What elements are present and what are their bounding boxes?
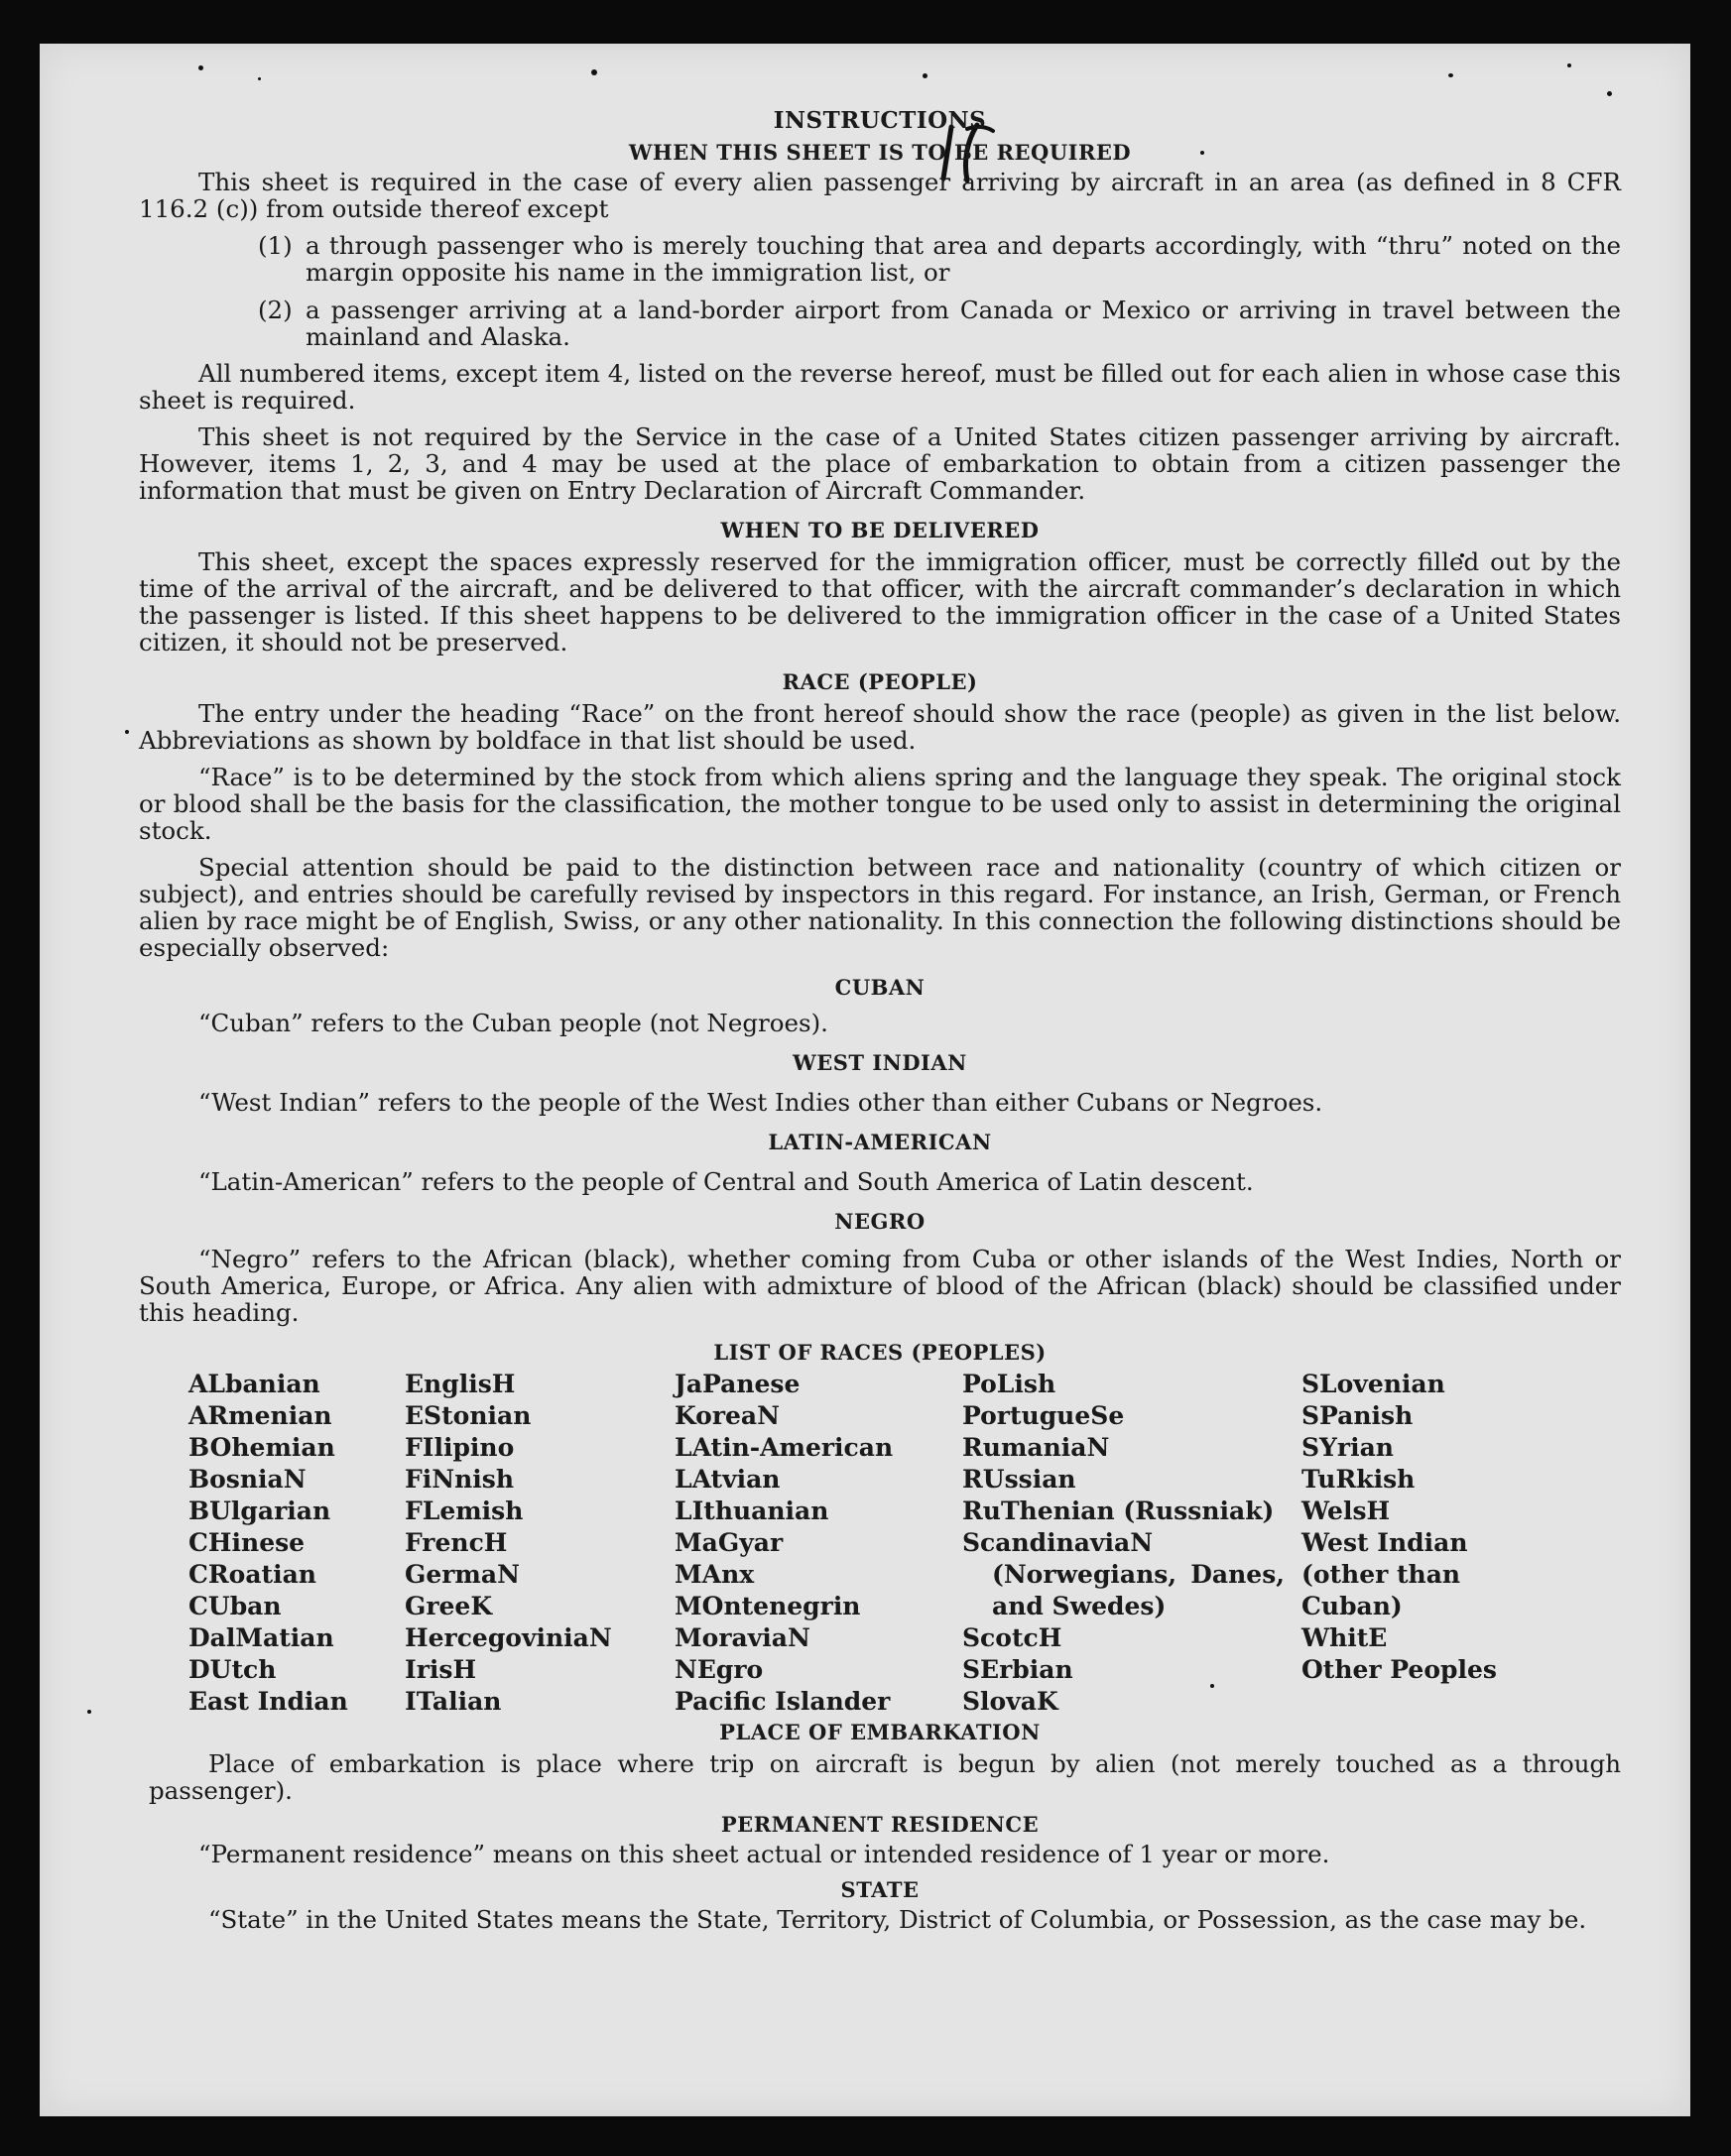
race-entry: FrencH (405, 1528, 508, 1557)
race-entry: East Indian (188, 1687, 348, 1716)
heading-state: STATE (840, 1877, 920, 1902)
exception-number: (1) (258, 231, 293, 260)
race-entry: MAnx (675, 1560, 755, 1589)
race-entry: DUtch (188, 1655, 277, 1684)
negro-text: “Negro” refers to the African (black), whether coming from Cuba or other islands of the West Indies, North or South America, Europe, or Africa. Any alien with admixture of blood of the African (black) should be classified under this heading. (139, 1245, 1621, 1327)
races-column-1 (188, 1369, 407, 1718)
race-entry: NEgro (675, 1655, 764, 1684)
race-entry: LIthuanian (675, 1497, 829, 1525)
race-entry: Other Peoples (1301, 1655, 1497, 1684)
race-entry: LAtvian (675, 1465, 781, 1494)
race-entry: ScandinaviaN (Norwegians, Danes, and Swedes) (962, 1528, 1285, 1620)
exception-text: a passenger arriving at a land-border airport from Canada or Mexico or arriving in travel between the mainland and Alaska. (306, 296, 1621, 351)
race-entry: FIlipino (405, 1433, 515, 1462)
race-entry: SErbian (962, 1655, 1073, 1684)
races-column-2 (405, 1369, 643, 1718)
state-text: “State” in the United States means the State, Territory, District of Columbia, or Possession, as the case may be. (208, 1905, 1587, 1934)
race-entry: WhitE (1301, 1623, 1388, 1652)
embarkation-text: Place of embarkation is place where trip on aircraft is begun by alien (not merely touched as a through passenger). (149, 1749, 1621, 1805)
race-entry: Pacific Islander (675, 1687, 891, 1716)
race-entry: RuThenian (Russniak) (962, 1497, 1275, 1525)
delivered-paragraph: This sheet, except the spaces expressly reserved for the immigration officer, must be correctly filled out by the time of the arrival of the aircraft, and be delivered to that officer, with the aircraft commander’s declaration in which the passenger is listed. If this sheet happens to be delivered to the immigration officer in the case of a United States citizen, it should not be preserved. (139, 547, 1621, 657)
race-entry: BUlgarian (188, 1497, 331, 1525)
latin-american-text: “Latin-American” refers to the people of Central and South America of Latin descent. (198, 1167, 1254, 1196)
required-paragraph-2: All numbered items, except item 4, listed on the reverse hereof, must be filled out for each alien in whose case this sheet is required. (139, 359, 1621, 415)
race-entry: RumaniaN (962, 1433, 1110, 1462)
race-entry: TuRkish (1301, 1465, 1416, 1494)
required-paragraph-1: This sheet is required in the case of every alien passenger arriving by aircraft in an area (as defined in 8 CFR 116.2 (c)) from outside thereof except (139, 168, 1621, 223)
west-indian-text: “West Indian” refers to the people of the West Indies other than either Cubans or Negroes. (198, 1088, 1323, 1117)
races-column-5 (1301, 1369, 1559, 1686)
race-entry: DalMatian (188, 1623, 334, 1652)
exception-item-1 (258, 232, 1621, 286)
race-entry: CHinese (188, 1528, 306, 1557)
race-entry: ARmenian (188, 1401, 332, 1430)
residence-text: “Permanent residence” means on this sheet actual or intended residence of 1 year or more. (198, 1840, 1330, 1868)
race-entry: ALbanian (188, 1370, 320, 1398)
races-column-3 (675, 1369, 952, 1718)
races-column-4 (962, 1369, 1285, 1718)
race-entry: BOhemian (188, 1433, 335, 1462)
cuban-text: “Cuban” refers to the Cuban people (not Negroes). (198, 1009, 828, 1037)
race-entry: MOntenegrin (675, 1592, 861, 1620)
heading-negro: NEGRO (834, 1209, 926, 1234)
heading-required: WHEN THIS SHEET IS TO BE REQUIRED (628, 140, 1132, 165)
required-paragraph-3: This sheet is not required by the Service in the case of a United States citizen passenger arriving by aircraft. However, items 1, 2, 3, and 4 may be used at the place of embarkation to obtain from a citizen passenger the information that must be given on Entry Declaration of Aircraft Commander. (139, 422, 1621, 505)
race-paragraph-1: The entry under the heading “Race” on the front hereof should show the race (people) as given in the list below. Abbreviations as shown by boldface in that list should be used. (139, 699, 1621, 755)
race-entry: LAtin-American (675, 1433, 894, 1462)
race-entry: FiNnish (405, 1465, 515, 1494)
race-entry: MoraviaN (675, 1623, 810, 1652)
heading-residence: PERMANENT RESIDENCE (720, 1812, 1040, 1837)
race-entry: SLovenian (1301, 1370, 1445, 1398)
heading-race: RACE (PEOPLE) (782, 669, 978, 694)
race-entry: FLemish (405, 1497, 524, 1525)
race-entry: EStonian (405, 1401, 532, 1430)
race-entry: ScotcH (962, 1623, 1062, 1652)
race-entry: RUssian (962, 1465, 1076, 1494)
race-entry: CUban (188, 1592, 282, 1620)
race-entry: ITalian (405, 1687, 502, 1716)
race-entry: West Indian (other than Cuban) (1301, 1528, 1468, 1620)
race-entry: GermaN (405, 1560, 520, 1589)
exception-number: (2) (258, 296, 293, 324)
heading-embarkation: PLACE OF EMBARKATION (719, 1720, 1041, 1744)
heading-list-of-races: LIST OF RACES (PEOPLES) (713, 1340, 1047, 1365)
race-entry: HercegoviniaN (405, 1623, 612, 1652)
race-entry: SlovaK (962, 1687, 1058, 1716)
race-entry: WelsH (1301, 1497, 1391, 1525)
race-entry: CRoatian (188, 1560, 316, 1589)
race-entry: PortugueSe (962, 1401, 1125, 1430)
race-entry: JaPanese (675, 1370, 801, 1398)
exception-item-2 (258, 297, 1621, 350)
race-entry: IrisH (405, 1655, 477, 1684)
race-entry: BosniaN (188, 1465, 307, 1494)
exception-text: a through passenger who is merely touching that area and departs accordingly, with “thru” noted on the margin opposite his name in the immigration list, or (306, 231, 1621, 287)
race-entry: SPanish (1301, 1401, 1414, 1430)
page-title: INSTRUCTIONS (773, 107, 987, 134)
heading-cuban: CUBAN (834, 975, 926, 1000)
heading-delivered: WHEN TO BE DELIVERED (720, 518, 1040, 542)
race-entry: SYrian (1301, 1433, 1394, 1462)
race-paragraph-2: “Race” is to be determined by the stock from which aliens spring and the language they speak. The original stock or blood shall be the basis for the classification, the mother tongue to be used only to assist in determining the original stock. (139, 763, 1621, 845)
race-entry: KoreaN (675, 1401, 780, 1430)
races-list (139, 1369, 1621, 1718)
race-entry: EnglisH (405, 1370, 516, 1398)
heading-latin-american: LATIN-AMERICAN (768, 1130, 992, 1154)
heading-west-indian: WEST INDIAN (793, 1050, 967, 1075)
race-entry: GreeK (405, 1592, 493, 1620)
race-paragraph-3: Special attention should be paid to the distinction between race and nationality (country of which citizen or subject), and entries should be carefully revised by inspectors in this regard. For instance, an Irish, German, or French alien by race might be of English, Swiss, or any other nationality. In this connection the following distinctions should be especially observed: (139, 853, 1621, 962)
race-entry: MaGyar (675, 1528, 784, 1557)
document-sheet (40, 44, 1690, 2116)
race-entry: PoLish (962, 1370, 1056, 1398)
